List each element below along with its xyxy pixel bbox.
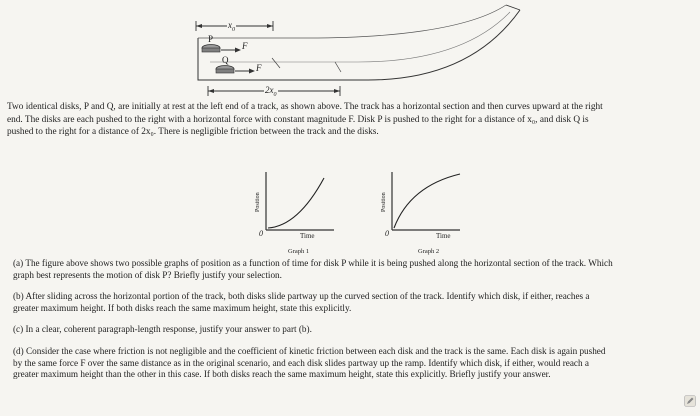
graph-1-plot bbox=[252, 168, 342, 238]
question-d bbox=[13, 346, 693, 381]
two-x0-label: $2x_0$ bbox=[265, 85, 277, 98]
question-a-line-2: graph best represents the motion of disk P? Briefly justify your selection. bbox=[13, 269, 282, 280]
intro-line-1: Two identical disks, P and Q, are initially at rest at the left end of a track, as shown above. The track has a horizontal section and then curves upward at the right bbox=[7, 102, 603, 112]
graph-2-ylabel: Position bbox=[381, 192, 387, 212]
intro-paragraph bbox=[7, 101, 695, 139]
graph-2-caption: Graph 2 bbox=[418, 248, 440, 255]
track-diagram bbox=[188, 0, 528, 100]
graph-2-origin: 0 bbox=[385, 229, 389, 238]
graph-2-xlabel: Time bbox=[436, 232, 451, 240]
graph-1 bbox=[252, 168, 342, 260]
question-a-line-1: (a) The figure above shows two possible graphs of position as a function of time for disk P while it is being pushed along the horizontal section of the track. Which bbox=[13, 258, 613, 268]
question-d-line-1: (d) Consider the case where friction is not negligible and the coefficient of kinetic friction between each disk and the track is the same. Each disk is again pushed bbox=[13, 346, 606, 356]
force-label-q: F bbox=[256, 63, 262, 73]
disk-q-label: Q bbox=[222, 55, 229, 65]
track-figure bbox=[188, 0, 528, 100]
question-a bbox=[13, 258, 693, 281]
question-d-line-2: by the same force F over the same distance as in the original scenario, and each disk slides partway up the ramp. Identify which disk, if either, would reach a bbox=[13, 357, 589, 368]
question-c-line-1: (c) In a clear, coherent paragraph-length response, justify your answer to part (b). bbox=[13, 324, 312, 334]
x0-label: $x_0$ bbox=[228, 20, 235, 33]
question-d-line-3: greater maximum height than the other in this case. If both disks reach the same maximum height, state this explicitly. Briefly justify your answer. bbox=[13, 369, 551, 380]
graph-1-xlabel: Time bbox=[300, 232, 315, 240]
question-c bbox=[13, 324, 693, 336]
intro-line-2: end. The disks are each pushed to the right with a horizontal force with constant magnitude F. Disk P is pushed to the right for a distance of x₀, and disk Q is bbox=[7, 114, 589, 125]
question-b-line-1: (b) After sliding across the horizontal portion of the track, both disks slide partway up the curved section of the track. Identify which disk, if either, reaches a bbox=[13, 291, 590, 301]
graph-2-plot bbox=[378, 168, 468, 238]
graph-2-curve bbox=[394, 174, 460, 228]
graph-1-curve bbox=[268, 178, 324, 228]
graph-1-ylabel: Position bbox=[255, 192, 261, 212]
question-b bbox=[13, 291, 693, 314]
graph-2 bbox=[378, 168, 468, 260]
force-label-p: F bbox=[242, 41, 248, 51]
intro-line-3: pushed to the right for a distance of 2x₀. There is negligible friction between the track and the disks. bbox=[7, 127, 379, 138]
graph-1-caption: Graph 1 bbox=[288, 248, 310, 255]
disk-p-label: P bbox=[208, 34, 214, 44]
edit-icon[interactable] bbox=[684, 394, 696, 406]
question-b-line-2: greater maximum height. If both disks reach the same maximum height, state this explicitly. bbox=[13, 302, 352, 313]
graph-1-origin: 0 bbox=[259, 229, 263, 238]
